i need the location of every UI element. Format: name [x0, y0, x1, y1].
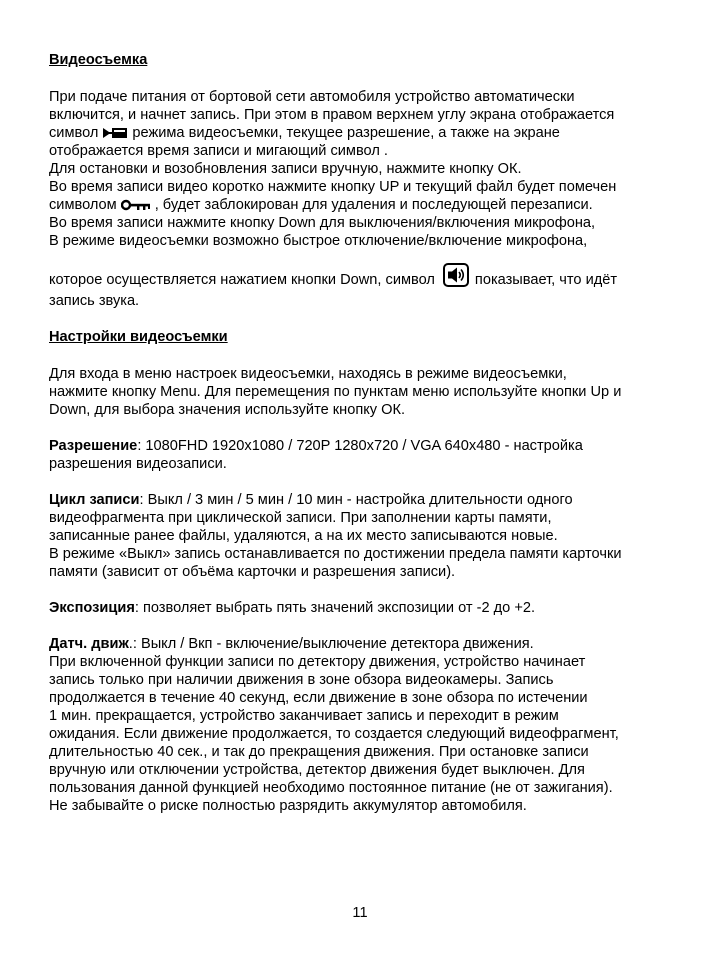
text-line: [49, 599, 689, 617]
text-line: видеофрагмента при циклической записи. При заполнении карты памяти,: [49, 510, 552, 526]
text-line: [49, 491, 689, 509]
text-fragment: символ: [49, 125, 99, 141]
text-line: памяти (зависит от объёма карточки и разрешения записи).: [49, 564, 456, 580]
key-icon: [121, 198, 151, 210]
text-line: вручную или отключении устройства, детектор движения будет выключен. Для: [49, 762, 585, 778]
text-line: разрешения видеозаписи.: [49, 456, 227, 472]
text-line: [49, 437, 689, 455]
text-line: нажмите кнопку Menu. Для перемещения по пунктам меню используйте кнопки Up и: [49, 384, 622, 400]
speaker-icon: [443, 263, 469, 287]
text-line: [49, 196, 689, 214]
text-line: Во время записи нажмите кнопку Down для выключения/включения микрофона,: [49, 215, 596, 231]
text-line: [49, 635, 689, 653]
text-line: Down, для выбора значения используйте кнопку ОК.: [49, 402, 406, 418]
text-line: длительностью 40 сек., и так до прекращения движения. При остановке записи: [49, 744, 589, 760]
text-line: запись звука.: [49, 293, 140, 309]
text-line: продолжается в течение 40 секунд, если движение в зоне обзора по истечении: [49, 690, 588, 706]
text-fragment: символом: [49, 197, 117, 213]
paragraph-motion-detection: [49, 635, 689, 815]
text-line: Не забывайте о риске полностью разрядить аккумулятор автомобиля.: [49, 798, 527, 814]
text-line: Во время записи видео коротко нажмите кнопку UP и текущий файл будет помечен: [49, 179, 617, 195]
section-heading-video-settings: Настройки видеосъемки: [49, 329, 228, 345]
text-line: В режиме «Выкл» запись останавливается по достижении предела памяти карточки: [49, 546, 622, 562]
text-line: При подаче питания от бортовой сети автомобиля устройство автоматически: [49, 89, 575, 105]
text-line: 1 мин. прекращается, устройство заканчивает запись и переходит в режим: [49, 708, 559, 724]
text-line: включится, и начнет запись. При этом в правом верхнем углу экрана отображается: [49, 107, 615, 123]
text-fragment: .: Выкл / Вкп - включение/выключение детектора движения.: [128, 636, 534, 652]
text-fragment: показывает, что идёт: [474, 271, 618, 288]
text-line: пользования данной функцией необходимо постоянное питание (не от зажигания).: [49, 780, 613, 796]
setting-label-exposure: Экспозиция: [49, 600, 135, 616]
text-line: отображается время записи и мигающий символ .: [49, 143, 388, 159]
text-line: [49, 268, 689, 292]
paragraph-exposure: [49, 599, 689, 617]
text-line: Для остановки и возобновления записи вручную, нажмите кнопку ОК.: [49, 161, 522, 177]
document-page: [49, 51, 689, 815]
video-camera-icon: [102, 126, 128, 138]
text-line: При включенной функции записи по детектору движения, устройство начинает: [49, 654, 586, 670]
paragraph-video-recording: [49, 88, 689, 310]
text-line: Для входа в меню настроек видеосъемки, находясь в режиме видеосъемки,: [49, 366, 567, 382]
setting-label-resolution: Разрешение: [49, 438, 138, 454]
text-fragment: : 1080FHD 1920x1080 / 720P 1280x720 / VGA 640x480 - настройка: [137, 438, 583, 454]
text-fragment: режима видеосъемки, текущее разрешение, а также на экране: [132, 125, 560, 141]
section-heading-video-recording: Видеосъемка: [49, 52, 148, 68]
paragraph-loop-recording: [49, 491, 689, 581]
paragraph-resolution: [49, 437, 689, 473]
text-line: ожидания. Если движение продолжается, то создается следующий видеофрагмент,: [49, 726, 619, 742]
page-number: 11: [352, 905, 368, 921]
text-line: записанные ранее файлы, удаляются, а на их место записываются новые.: [49, 528, 558, 544]
text-fragment: : Выкл / 3 мин / 5 мин / 10 мин - настройка длительности одного: [139, 492, 573, 508]
paragraph-settings-intro: [49, 365, 689, 419]
text-fragment: , будет заблокирован для удаления и последующей перезаписи.: [154, 197, 593, 213]
text-line: В режиме видеосъемки возможно быстрое отключение/включение микрофона,: [49, 233, 588, 249]
text-fragment: : позволяет выбрать пять значений экспозиции от -2 до +2.: [134, 600, 536, 616]
setting-label-motion-detection: Датч. движ: [49, 636, 129, 652]
text-line: [49, 124, 689, 142]
setting-label-loop-recording: Цикл записи: [49, 492, 140, 508]
text-fragment: которое осуществляется нажатием кнопки Down, символ: [49, 271, 435, 288]
text-line: запись только при наличии движения в зоне обзора видеокамеры. Запись: [49, 672, 554, 688]
